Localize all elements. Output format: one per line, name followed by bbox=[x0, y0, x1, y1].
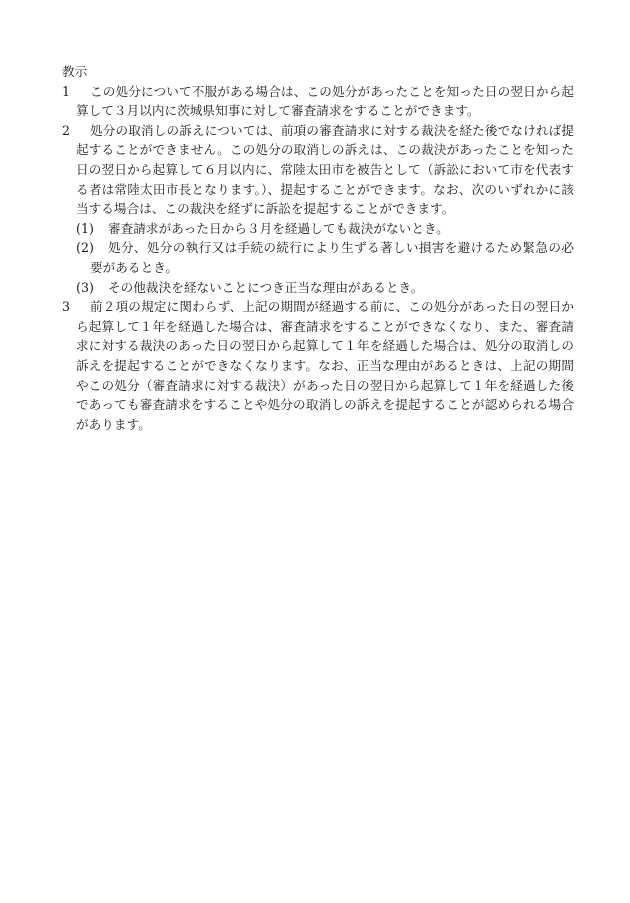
item-number: 3 bbox=[62, 299, 71, 315]
instruction-item-1 bbox=[62, 82, 574, 121]
instruction-item-3 bbox=[62, 297, 574, 434]
instruction-subitem-2 bbox=[62, 238, 574, 277]
instruction-item-2 bbox=[62, 121, 574, 219]
item-number: 1 bbox=[62, 83, 71, 99]
document-page bbox=[62, 62, 574, 434]
subitem-text: その他裁決を経ないことにつき正当な理由があるとき。 bbox=[108, 279, 424, 295]
instruction-subitem-1 bbox=[62, 219, 574, 239]
item-text: この処分について不服がある場合は、この処分があったことを知った日の翌日から起算して３月以内に茨城県知事に対して審査請求をすることができます。 bbox=[76, 83, 574, 119]
subitem-number: (1) bbox=[76, 220, 94, 236]
subitem-text: 処分、処分の執行又は手続の続行により生ずる著しい損害を避けるため緊急の必要があるとき。 bbox=[90, 240, 574, 275]
subitem-number: (2) bbox=[76, 240, 94, 256]
item-text: 処分の取消しの訴えについては、前項の審査請求に対する裁決を経た後でなければ提起することができません。この処分の取消しの訴えは、この裁決があったことを知った日の翌日から起算して６月以内に、常陸太田市を被告として（訴訟において市を代表する者は常陸太田市長となります。）、提起することができます。なお、次のいずれかに該当する場合は、この裁決を経ずに訴訟を提起することができます。 bbox=[76, 122, 574, 217]
document-heading: 教示 bbox=[62, 64, 88, 79]
item-text: 前２項の規定に関わらず、上記の期間が経過する前に、この処分があった日の翌日から起算して１年を経過した場合は、審査請求をすることができなくなり、また、審査請求に対する裁決のあった日の翌日から起算して１年を経過した場合は、処分の取消しの訴えを提起することができなくなります。なお、正当な理由があるときは、上記の期間やこの処分（審査請求に対する裁決）があった日の翌日から起算して１年を経過した後であっても審査請求をすることや処分の取消しの訴えを提起することが認められる場合があります。 bbox=[76, 299, 574, 432]
instruction-subitem-3 bbox=[62, 278, 574, 298]
subitem-number: (3) bbox=[76, 279, 94, 295]
subitem-text: 審査請求があった日から３月を経過しても裁決がないとき。 bbox=[108, 220, 449, 236]
item-number: 2 bbox=[62, 122, 71, 138]
